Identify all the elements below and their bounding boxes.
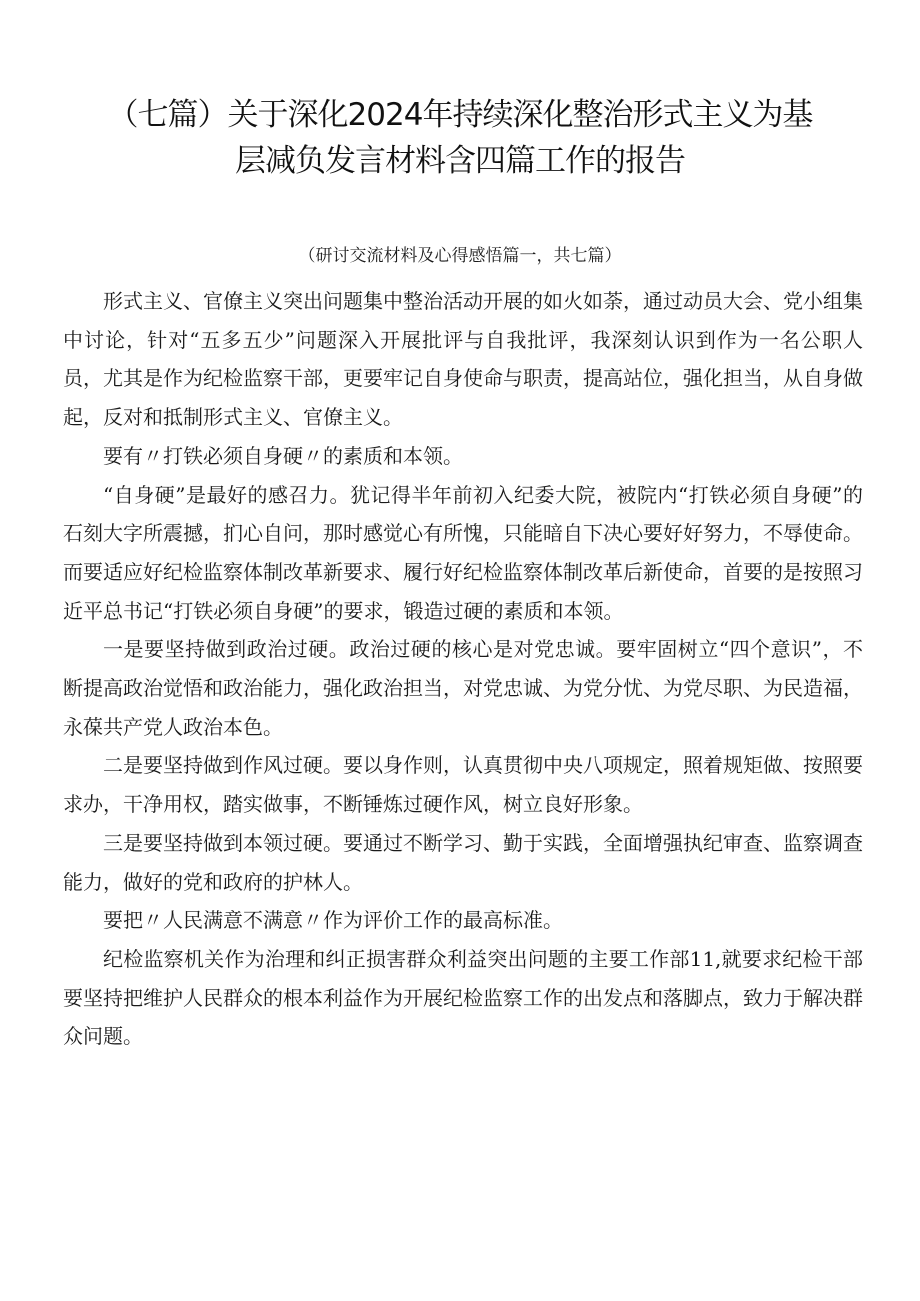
document-subtitle: （研讨交流材料及心得感悟篇一，共七篇） — [298, 246, 622, 266]
paragraph-style: 二是要坚持做到作风过硬。要以身作则，认真贯彻中央八项规定，照着规矩做、按照要求办，干净用权，踏实做事，不断锤炼过硬作风，树立良好形象。 — [63, 753, 863, 817]
document-title — [80, 92, 840, 184]
document-body — [63, 282, 863, 1056]
paragraph-heading-1: 要有〃打铁必须自身硬〃的素质和本领。 — [103, 443, 463, 468]
paragraph-self-discipline: “自身硬”是最好的感召力。犹记得半年前初入纪委大院，被院内“打铁必须自身硬”的石刻大字所震撼，扪心自问，那时感觉心有所愧，只能暗自下决心要好好努力，不辱使命。而要适应好纪检监察体制改革新要求、履行好纪检监察体制改革后新使命，首要的是按照习近平总书记“打铁必须自身硬”的要求，锻造过硬的素质和本领。 — [63, 482, 863, 623]
paragraph-political: 一是要坚持做到政治过硬。政治过硬的核心是对党忠诚。要牢固树立“四个意识”，不断提高政治觉悟和政治能力，强化政治担当，对党忠诚、为党分忧、为党尽职、为民造福，永葆共产党人政治本色。 — [63, 637, 863, 739]
paragraph-ability: 三是要坚持做到本领过硬。要通过不断学习、勤于实践，全面增强执纪审查、监察调查能力，做好的党和政府的护林人。 — [63, 830, 863, 894]
title-line-1: （七篇）关于深化2024年持续深化整治形式主义为基 — [107, 97, 813, 133]
paragraph-intro: 形式主义、官僚主义突出问题集中整治活动开展的如火如荼，通过动员大会、党小组集中讨论，针对“五多五少”问题深入开展批评与自我批评，我深刻认识到作为一名公职人员，尤其是作为纪检监察干部，更要牢记自身使命与职责，提高站位，强化担当，从自身做起，反对和抵制形式主义、官僚主义。 — [63, 289, 863, 430]
paragraph-heading-2: 要把〃人民满意不满意〃作为评价工作的最高标准。 — [103, 908, 563, 933]
title-line-2: 层减负发言材料含四篇工作的报告 — [235, 143, 685, 179]
paragraph-people: 纪检监察机关作为治理和纠正损害群众利益突出问题的主要工作部11,就要求纪检干部要坚持把维护人民群众的根本利益作为开展纪检监察工作的出发点和落脚点，致力于解决群众问题。 — [63, 946, 863, 1049]
